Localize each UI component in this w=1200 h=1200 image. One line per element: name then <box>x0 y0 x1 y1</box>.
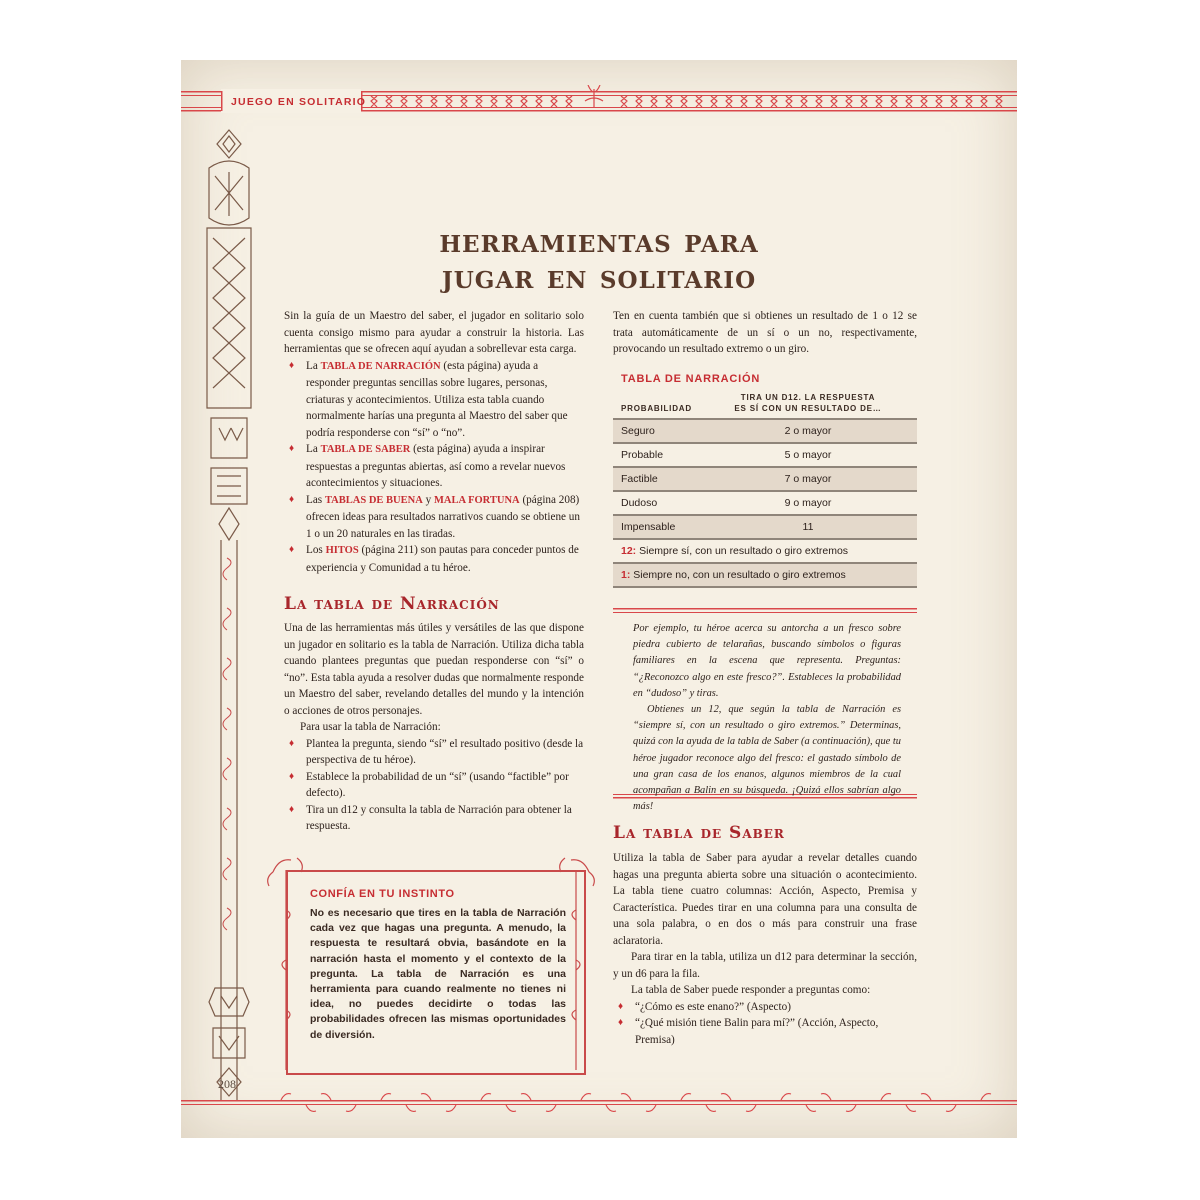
table-header-roll-line-2: ES SÍ CON UN RESULTADO DE… <box>734 404 882 413</box>
running-header: JUEGO EN SOLITARIO <box>231 96 367 108</box>
list-item: ♦ “¿Cómo es este enano?” (Aspecto) <box>613 999 917 1016</box>
table-cell: 9 o mayor <box>784 497 832 509</box>
narration-table-title: TABLA DE NARRACIÓN <box>621 373 761 385</box>
table-header-roll-line-1: TIRA UN D12. LA RESPUESTA <box>740 393 876 402</box>
table-header-roll <box>733 392 883 414</box>
table-row <box>613 418 917 444</box>
steps-list <box>284 736 584 835</box>
table-cell: 7 o mayor <box>784 473 832 485</box>
section-title-narration: La tabla de Narración <box>284 594 500 614</box>
table-row <box>613 492 917 516</box>
list-item: ♦ Los HITOS (página 211) son pautas para conceder puntos de experiencia y Comunidad a tu héroe. <box>284 542 584 576</box>
table-cell: 11 <box>802 521 814 533</box>
book-page <box>181 60 1017 1138</box>
table-link[interactable]: TABLA DE NARRACIÓN <box>320 360 441 372</box>
list-item: ♦ Plantea la pregunta, siendo “sí” el resultado positivo (desde la perspectiva de tu héroe). <box>284 736 584 769</box>
section-title-saber: La tabla de Saber <box>613 823 785 843</box>
page-title-line-1: herramientas para <box>439 221 759 260</box>
table-cell: Impensable <box>621 521 676 533</box>
table-cell: Factible <box>621 473 658 485</box>
table-row <box>613 468 917 492</box>
table-cell: Siempre sí, con un resultado o giro extremos <box>636 545 849 557</box>
table-cell: 1: <box>621 569 631 581</box>
table-row-special <box>613 564 917 588</box>
table-link[interactable]: HITOS <box>325 545 359 556</box>
tools-list <box>284 358 584 577</box>
table-cell: Dudoso <box>621 497 658 509</box>
table-row-special <box>613 540 917 564</box>
table-cell: Siempre no, con un resultado o giro extremos <box>630 569 846 581</box>
bottom-border-ornament <box>181 1090 1017 1118</box>
questions-list <box>613 999 917 1049</box>
list-item: ♦ Las TABLAS DE BUENA y MALA FORTUNA (página 208) ofrecen ideas para resultados narrativos cuando se obtiene un 1 o un 20 naturales en las tiradas. <box>284 492 584 543</box>
narration-paragraph: Una de las herramientas más útiles y versátiles de las que dispone un jugador en solitario es la tabla de Narración. Utiliza dicha tabla cuando plantees preguntas que puedan responderse con “sí” o “no”. Esta tabla ayuda a resolver dudas que normalmente responde un Maestro del saber, revelando detalles del mundo y la intención o acciones de otros personajes. <box>284 622 584 717</box>
page-number: 208 <box>218 1077 236 1091</box>
table-row <box>613 444 917 468</box>
saber-paragraph-3: La tabla de Saber puede responder a preguntas como: <box>631 984 871 996</box>
list-item: ♦ Establece la probabilidad de un “sí” (usando “factible” por defecto). <box>284 769 584 802</box>
saber-paragraph: Utiliza la tabla de Saber para ayudar a revelar detalles cuando hagas una pregunta abierta sobre una situación o acontecimiento. La tabla tiene cuatro columnas: Acción, Aspecto, Premisa y Característica. Puedes tirar en una columna para una consulta de una sola palabra, o en dos o más para construir una frase aclaratoria. <box>613 852 917 947</box>
left-pillar-ornament <box>199 128 259 1118</box>
sidebar-box-title: CONFÍA EN TU INSTINTO <box>310 888 455 900</box>
table-header-probability: PROBABILIDAD <box>621 404 692 413</box>
table-cell: Seguro <box>621 425 655 437</box>
list-item: ♦ La TABLA DE SABER (esta página) ayuda a inspirar respuestas a preguntas abiertas, así como a revelar nuevos acontecimientos y situaciones. <box>284 441 584 492</box>
page-title <box>281 223 917 295</box>
example-text <box>633 621 901 815</box>
saber-paragraph-2: Para tirar en la tabla, utiliza un d12 para determinar la sección, y un d6 para la fila. <box>613 951 917 980</box>
table-link[interactable]: TABLAS DE BUENA <box>324 494 423 506</box>
narration-table <box>613 392 917 598</box>
page-title-line-2: jugar en solitario <box>441 257 757 296</box>
list-item: ♦ La TABLA DE NARRACIÓN (esta página) ayuda a responder preguntas sencillas sobre lugares, personas, criaturas y acontecimientos. Utiliza esta tabla cuando normalmente harías una pregunta al Maestro del saber que podría responderse con “sí” o “no”. <box>284 358 584 442</box>
list-item: ♦ Tira un d12 y consulta la tabla de Narración para obtener la respuesta. <box>284 802 584 835</box>
list-item: ♦ “¿Qué misión tiene Balin para mí?” (Acción, Aspecto, Premisa) <box>613 1015 917 1048</box>
example-paragraph-2: Obtienes un 12, que según la tabla de Narración es “siempre sí, con un resultado o giro extremos.” Determinas, quizá con la ayuda de la tabla de Saber (a continuación), que tu héroe jugador reconoce algo del fresco: el gastado símbolo de una gran casa de los enanos, algunos miembros de la cual acompañan a Balin en su búsqueda. ¡Quizá ellos sabrían algo más! <box>633 704 901 813</box>
table-row <box>613 516 917 540</box>
table-cell: 12: <box>621 545 637 557</box>
saber-section <box>613 850 917 1048</box>
table-link[interactable]: TABLA DE SABER <box>320 444 411 455</box>
table-link[interactable]: MALA FORTUNA <box>433 494 520 506</box>
example-paragraph-1: Por ejemplo, tu héroe acerca su antorcha a un fresco sobre piedra cubierto de telarañas, buscando símbolos o figuras familiares en la escena que representa. Preguntas: “¿Reconozco algo en este fresco?”. Estableces la probabilidad en “dudoso” y tiras. <box>633 623 901 699</box>
intro-paragraph: Sin la guía de un Maestro del saber, el jugador en solitario solo cuenta consigo mismo para ayudar a construir la historia. Las herramientas que se ofrecen aquí ayudan a sobrellevar esta carga. <box>284 310 584 355</box>
table-cell: 2 o mayor <box>784 425 832 437</box>
right-intro-paragraph: Ten en cuenta también que si obtienes un resultado de 1 o 12 se trata automáticamente de un sí o un no, respectivamente, provocando un resultado extremo o un giro. <box>613 310 917 355</box>
sidebar-box-text: No es necesario que tires en la tabla de Narración cada vez que hagas una pregunta. A menudo, la respuesta te resultará obvia, basándote en la narración hasta el momento y el contexto de la pregunta. La tabla de Narración es una herramienta para cuando realmente no tienes ni idea, no puedes decidirte o todas las probabilidades ofrecen las mismas oportunidades de diversión. <box>310 907 566 1041</box>
left-column <box>284 308 584 835</box>
sidebar-box <box>286 870 586 1075</box>
steps-intro: Para usar la tabla de Narración: <box>300 721 441 733</box>
table-cell: 5 o mayor <box>784 449 832 461</box>
table-cell: Probable <box>621 449 664 461</box>
